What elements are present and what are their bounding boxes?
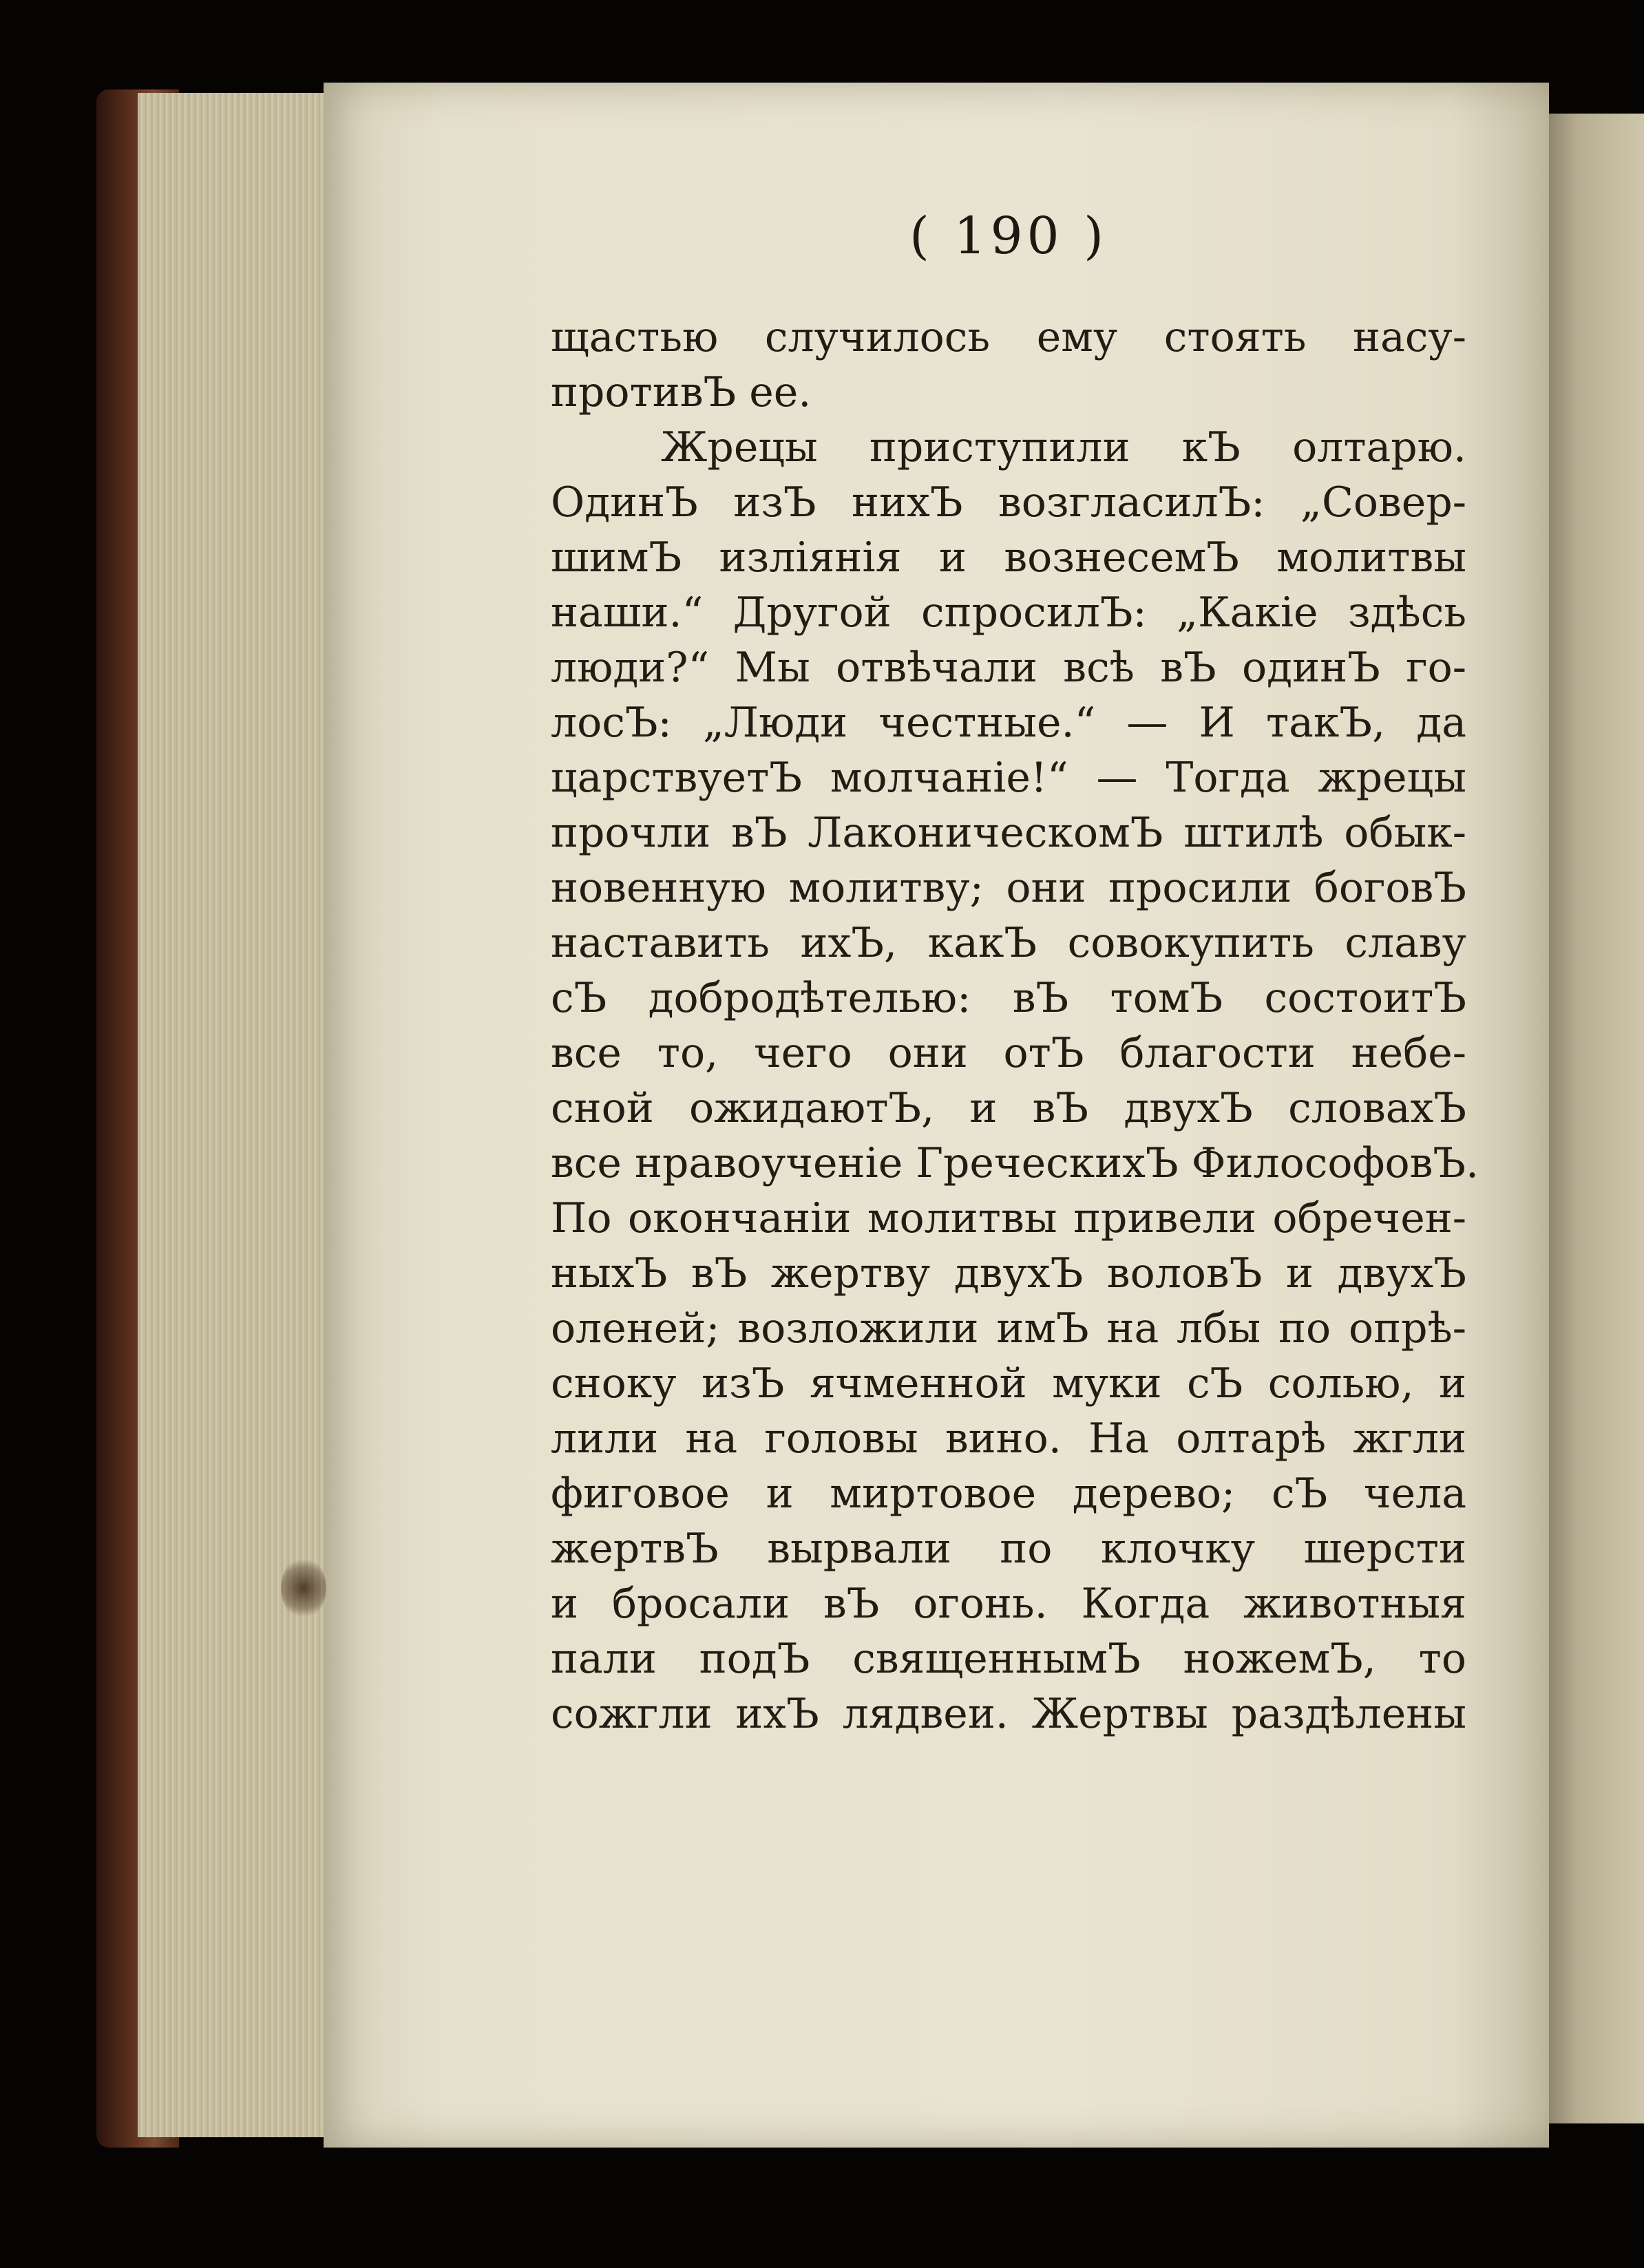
text-line: лили на головы вино. На олтарѣ жгли [551, 1414, 1466, 1463]
text-line: По окончанiи молитвы привели обречен- [551, 1194, 1466, 1242]
text-line: люди?“ Мы отвѣчали всѣ вЪ одинЪ го- [551, 644, 1466, 692]
text-line: оленей; возложили имЪ на лбы по опрѣ- [551, 1304, 1466, 1353]
text-line: наши.“ Другой спросилЪ: „Какiе здѣсь [551, 589, 1466, 637]
text-line: щастью случилось ему стоять насу- [551, 313, 1466, 361]
text-line: сноку изЪ ячменной муки сЪ солью, и [551, 1359, 1466, 1408]
facing-page-edge [1549, 114, 1644, 2123]
text-line: сожгли ихЪ лядвеи. Жертвы раздѣлены [551, 1690, 1466, 1738]
text-line: пали подЪ священнымЪ ножемЪ, то [551, 1635, 1466, 1683]
text-line: царствуетЪ молчанiе!“ — Тогда жрецы [551, 754, 1466, 802]
text-line: и бросали вЪ огонь. Когда животныя [551, 1580, 1466, 1628]
page-stain [281, 1557, 326, 1619]
text-line: ОдинЪ изЪ нихЪ возгласилЪ: „Совер- [551, 478, 1466, 527]
text-line: Жрецы приступили кЪ олтарю. [661, 423, 1466, 471]
text-line: новенную молитву; они просили боговЪ [551, 864, 1466, 912]
text-line: противЪ ее. [551, 368, 812, 416]
text-line: ныхЪ вЪ жертву двухЪ воловЪ и двухЪ [551, 1249, 1466, 1297]
page-stack-edges [138, 93, 344, 2137]
text-line: сЪ добродѣтелью: вЪ томЪ состоитЪ [551, 974, 1466, 1022]
text-line: наставить ихЪ, какЪ совокупить славу [551, 919, 1466, 967]
text-line: сной ожидаютЪ, и вЪ двухЪ словахЪ [551, 1084, 1466, 1132]
text-line: все то, чего они отЪ благости небе- [551, 1029, 1466, 1077]
text-line: все нравоученiе ГреческихЪ ФилософовЪ. [551, 1139, 1479, 1187]
page-number: ( 190 ) [909, 206, 1108, 266]
text-line: фиговое и миртовое дерево; сЪ чела [551, 1470, 1466, 1518]
text-line: прочли вЪ ЛаконическомЪ штилѣ обык- [551, 809, 1466, 857]
text-line: лосЪ: „Люди честные.“ — И такЪ, да [551, 699, 1466, 747]
text-line: шимЪ излiянiя и вознесемЪ молитвы [551, 533, 1466, 582]
text-line: жертвЪ вырвали по клочку шерсти [551, 1525, 1466, 1573]
